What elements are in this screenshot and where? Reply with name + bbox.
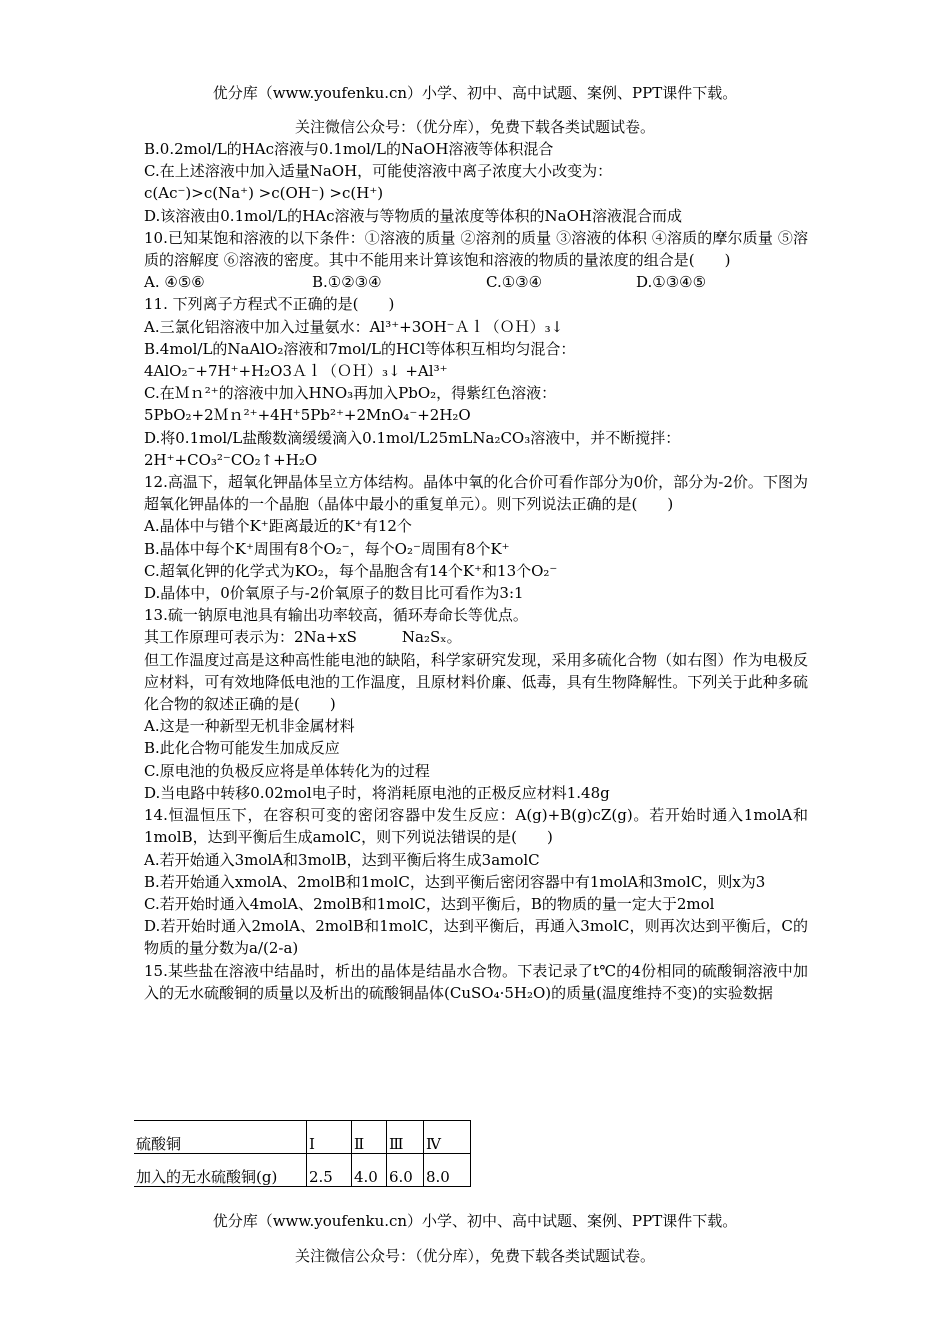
q9-option-c: C.在上述溶液中加入适量NaOH，可能使溶液中离子浓度大小改变为： <box>144 162 613 181</box>
page-header-line-1: 优分库（www.youfenku.cn）小学、初中、高中试题、案例、PPT课件下载。 <box>212 84 738 102</box>
q12-stem: 12.高温下，超氧化钾晶体呈立方体结构。晶体中氧的化合价可看作部分为0价，部分为-2价。下图为超氧化钾晶体的一个晶胞（晶体中最小的重复单元）。则下列说法正确的是( ) <box>144 473 808 514</box>
q11-option-c-equation: 5PbO₂+2Ｍｎ²⁺+4H⁺5Pb²⁺+2MnO₄⁻+2H₂O <box>144 406 471 425</box>
q11-option-a: A.三氯化铝溶液中加入过量氨水：Al³⁺+3OH⁻Ａｌ（ＯＨ）₃↓ <box>144 317 564 336</box>
page-footer-line-1: 优分库（www.youfenku.cn）小学、初中、高中试题、案例、PPT课件下载。 <box>212 1212 738 1230</box>
q11-option-b: B.4mol/L的NaAlO₂溶液和7mol/L的HCl等体积互相均匀混合： <box>144 339 576 358</box>
q11-option-d-equation: 2H⁺+CO₃²⁻CO₂↑+H₂O <box>144 450 318 469</box>
q12-option-d: D.晶体中，0价氧原子与-2价氧原子的数目比可看作为3:1 <box>144 584 524 603</box>
q11-option-c: C.在Ｍｎ²⁺的溶液中加入HNO₃再加入PbO₂，得紫红色溶液： <box>144 384 557 403</box>
q13-description: 但工作温度过高是这种高性能电池的缺陷，科学家研究发现，采用多硫化合物（如右图）作为电极反应材料，可有效地降低电池的工作温度，且原材料价廉、低毒，具有生物降解性。下列关于此种多硫化合物的叙述正确的是( ) <box>144 650 808 714</box>
q14-option-a: A.若开始通入3molA和3molB，达到平衡后将生成3amolC <box>144 850 540 869</box>
table-cell: 8.0 <box>424 1154 471 1187</box>
q10-option-b: B.①②③④ <box>312 273 382 292</box>
table-cell: 2.5 <box>307 1154 352 1187</box>
table-cell: 6.0 <box>387 1154 424 1187</box>
q11-option-b-equation: 4AlO₂⁻+7H⁺+H₂O3Ａｌ（ＯＨ）₃↓ +Al³⁺ <box>144 362 448 381</box>
q15-stem: 15.某些盐在溶液中结晶时，析出的晶体是结晶水合物。下表记录了t℃的4份相同的硫酸铜溶液中加入的无水硫酸铜的质量以及析出的硫酸铜晶体(CuSO₄·5H₂O)的质量(温度维持不变)的实验数据 <box>144 961 808 1002</box>
q10-option-a: A. ④⑤⑥ <box>144 273 205 292</box>
q14-stem: 14.恒温恒压下，在容积可变的密闭容器中发生反应：A(g)+B(g)cZ(g)。若开始时通入1molA和1molB，达到平衡后生成amolC，则下列说法错误的是( ) <box>144 806 808 847</box>
table-row <box>134 1154 471 1187</box>
q14-option-b: B.若开始通入xmolA、2molB和1molC，达到平衡后密闭容器中有1molA和3molC，则x为3 <box>144 872 766 891</box>
q12-option-a: A.晶体中与错个K⁺距离最近的K⁺有12个 <box>144 517 412 536</box>
table-cell: 加入的无水硫酸铜(g) <box>134 1154 307 1187</box>
table-cell: Ⅰ <box>307 1121 352 1154</box>
table-cell: 4.0 <box>352 1154 387 1187</box>
table-cell: Ⅲ <box>387 1121 424 1154</box>
table-cell: 硫酸铜 <box>134 1121 307 1154</box>
q13-stem: 13.硫一钠原电池具有输出功率较高，循环寿命长等优点。 <box>144 606 528 625</box>
q12-option-b: B.晶体中每个K⁺周围有8个O₂⁻，每个O₂⁻周围有8个K⁺ <box>144 539 510 558</box>
table-cell: Ⅱ <box>352 1121 387 1154</box>
copper-sulfate-data-table <box>134 1120 471 1187</box>
q14-option-c: C.若开始时通入4molA、2molB和1molC，达到平衡后，B的物质的量一定大于2mol <box>144 894 715 913</box>
q13-principle: 其工作原理可表示为：2Na+xS Na₂Sₓ。 <box>144 628 462 647</box>
q13-option-c: C.原电池的负极反应将是单体转化为的过程 <box>144 761 430 780</box>
q10-option-c: C.①③④ <box>486 273 543 292</box>
q10-stem: 10.已知某饱和溶液的以下条件：①溶液的质量 ②溶剂的质量 ③溶液的体积 ④溶质的摩尔质量 ⑤溶质的溶解度 ⑥溶液的密度。其中不能用来计算该饱和溶液的物质的量浓度的组合是( ) <box>144 228 808 270</box>
q9-option-c-expression: c(Ac⁻)>c(Na⁺) >c(OH⁻) >c(H⁺) <box>144 184 384 203</box>
q14-option-d: D.若开始时通入2molA、2molB和1molC，达到平衡后，再通入3molC，则再次达到平衡后，C的物质的量分数为a/(2-a) <box>144 917 808 958</box>
table-row <box>134 1121 471 1154</box>
q13-option-b: B.此化合物可能发生加成反应 <box>144 739 340 758</box>
q13-option-a: A.这是一种新型无机非金属材料 <box>144 717 355 736</box>
q11-option-d: D.将0.1mol/L盐酸数滴缓缓滴入0.1mol/L25mLNa₂CO₃溶液中，并不断搅拌： <box>144 428 681 447</box>
q10-option-d: D.①③④⑤ <box>636 273 707 292</box>
table-cell: Ⅳ <box>424 1121 471 1154</box>
q10-options <box>144 271 808 293</box>
document-body <box>144 138 808 1004</box>
page-header-line-2: 关注微信公众号：（优分库），免费下载各类试题试卷。 <box>294 118 655 136</box>
page-footer-line-2: 关注微信公众号：（优分库），免费下载各类试题试卷。 <box>294 1247 655 1265</box>
q12-option-c: C.超氧化钾的化学式为KO₂，每个晶胞含有14个K⁺和13个O₂⁻ <box>144 561 558 580</box>
q11-stem: 11. 下列离子方程式不正确的是( ) <box>144 295 395 314</box>
q13-option-d: D.当电路中转移0.02mol电子时，将消耗原电池的正极反应材料1.48g <box>144 783 610 802</box>
q9-option-b: B.0.2mol/L的HAc溶液与0.1mol/L的NaOH溶液等体积混合 <box>144 140 554 158</box>
q9-option-d: D.该溶液由0.1mol/L的HAc溶液与等物质的量浓度等体积的NaOH溶液混合而成 <box>144 206 682 225</box>
